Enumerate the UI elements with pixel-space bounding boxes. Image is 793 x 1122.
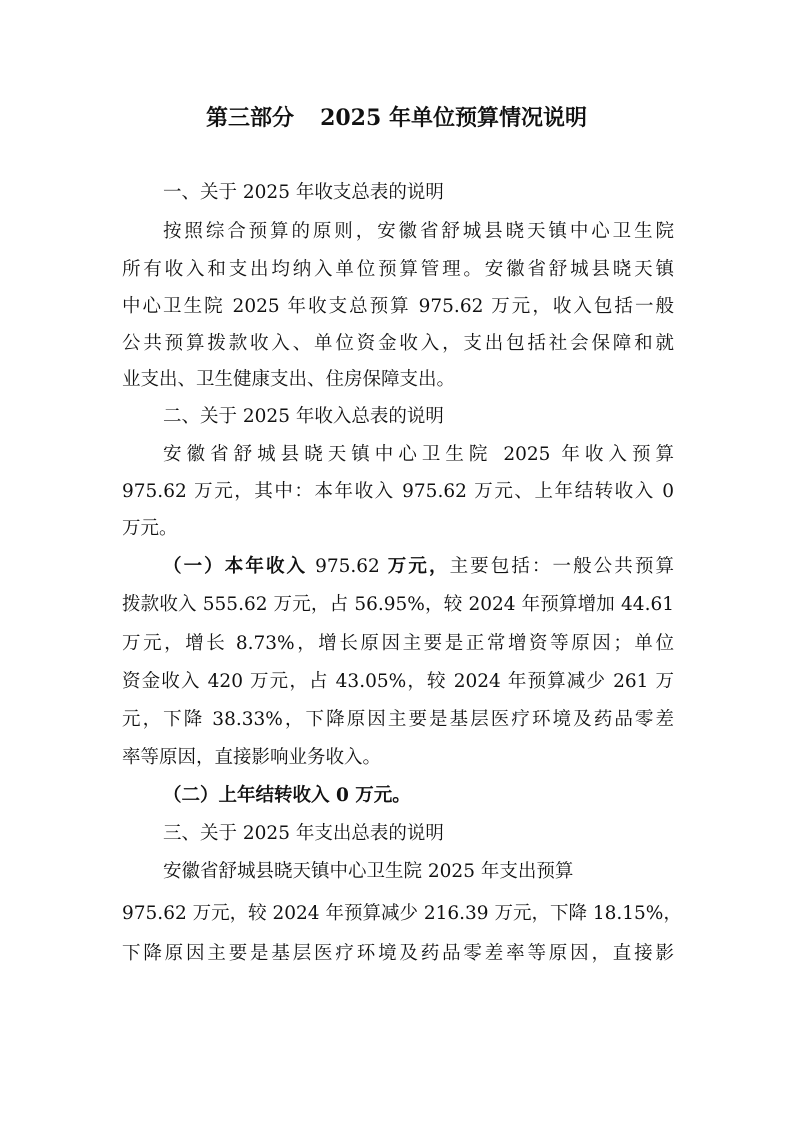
subsection-1-label: （一）本年收入 [163, 556, 308, 577]
subsection-2: （二）上年结转收入 0 万元。 [163, 785, 411, 806]
title-part: 第三部分 [206, 105, 295, 131]
paragraph-line: 拨款收入 555.62 万元，占 56.95%，较 2024 年预算增加 44.61 [122, 594, 674, 615]
section-1-heading: 一、关于 2025 年收支总表的说明 [163, 182, 444, 203]
paragraph-line: 万元，增长 8.73%，增长原因主要是正常增资等原因；单位 [122, 633, 674, 654]
subsection-1-unit: 万元， [387, 556, 450, 577]
paragraph-line: 安徽省舒城县晓天镇中心卫生院 2025 年收入预算 [163, 444, 674, 465]
paragraph-line: 公共预算拨款收入、单位资金收入，支出包括社会保障和就 [122, 333, 674, 354]
paragraph-line: 按照综合预算的原则，安徽省舒城县晓天镇中心卫生院 [163, 221, 674, 242]
subsection-1-lead [163, 553, 674, 581]
page-title [0, 103, 793, 133]
paragraph-line: 元，下降 38.33%，下降原因主要是基层医疗环境及药品零差 [122, 709, 674, 730]
paragraph-line: 安徽省舒城县晓天镇中心卫生院 2025 年支出预算 [163, 861, 574, 882]
paragraph-line: 万元。 [122, 518, 178, 539]
paragraph-line: 率等原因，直接影响业务收入。 [122, 747, 382, 768]
paragraph-line: 975.62 万元，其中：本年收入 975.62 万元、上年结转收入 0 [122, 481, 674, 502]
subsection-1-amount: 975.62 [315, 556, 380, 577]
subsection-1-rest: 主要包括：一般公共预算 [449, 556, 674, 577]
paragraph-line: 业支出、卫生健康支出、住房保障支出。 [122, 369, 456, 390]
paragraph-line: 975.62 万元，较 2024 年预算减少 216.39 万元，下降 18.15%， [122, 903, 682, 924]
title-text: 2025 年单位预算情况说明 [320, 105, 587, 131]
section-3-heading: 三、关于 2025 年支出总表的说明 [163, 823, 444, 844]
section-2-heading: 二、关于 2025 年收入总表的说明 [163, 406, 444, 427]
paragraph-line: 所有收入和支出均纳入单位预算管理。安徽省舒城县晓天镇 [122, 259, 674, 280]
paragraph-line: 下降原因主要是基层医疗环境及药品零差率等原因，直接影 [122, 943, 674, 964]
paragraph-line: 资金收入 420 万元，占 43.05%，较 2024 年预算减少 261 万 [122, 671, 674, 692]
paragraph-line: 中心卫生院 2025 年收支总预算 975.62 万元，收入包括一般 [122, 296, 674, 317]
